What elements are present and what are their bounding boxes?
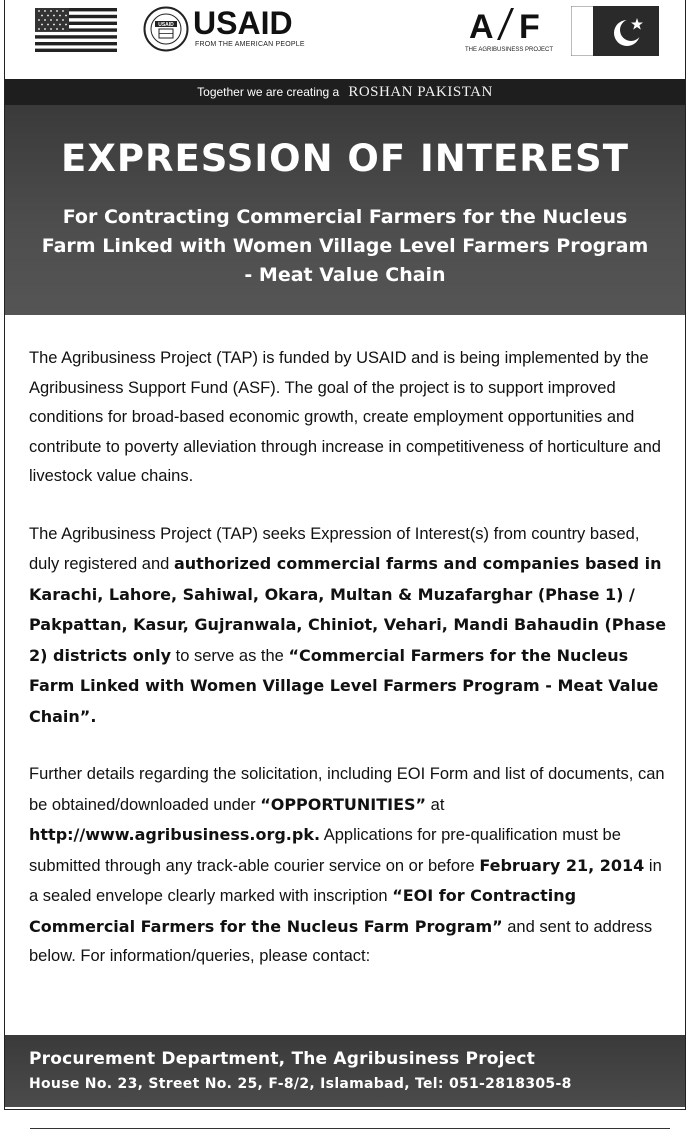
logo-bar [5, 0, 685, 80]
contact-department: Procurement Department, The Agribusiness Project [29, 1049, 536, 1069]
website-link[interactable]: http://www.agribusiness.org.pk. [29, 825, 321, 844]
advertisement-frame [4, 0, 686, 1110]
eligibility-text-a: The Agribusiness Project (TAP) seeks Expression of Interest(s) from country based, duly registered and [29, 524, 640, 573]
usaid-seal-icon [143, 6, 189, 52]
envelope-inscription: “EOI for Contracting Commercial Farmers for the Nucleus Farm Program” [29, 886, 577, 936]
roshan-pakistan-wordmark: ROSHAN PAKISTAN [348, 84, 493, 100]
page-title: EXPRESSION OF INTEREST [61, 137, 629, 180]
deadline-date: February 21, 2014 [479, 855, 645, 875]
contact-footer [5, 1035, 685, 1107]
paragraph-submission [29, 760, 669, 972]
submission-text-c: at [426, 795, 445, 814]
svg-text:A: A [469, 8, 494, 44]
us-flag-icon [35, 8, 117, 52]
contact-address: House No. 23, Street No. 25, F-8/2, Islamabad, Tel: 051-2818305-8 [29, 1076, 572, 1092]
bottom-divider [30, 1128, 670, 1129]
usaid-wordmark: USAID [193, 5, 293, 41]
notice-body [29, 344, 669, 1000]
svg-text:F: F [519, 8, 540, 44]
submission-text-d: Applications for pre-qualification must be submitted through any track-able courier service on or before [29, 826, 621, 875]
eligible-districts: authorized commercial farms and companies based in Karachi, Lahore, Sahiwal, Okara, Multan & Muzafarghar (Phase 1) / Pakpattan, Kasur, Gujranwala, Chiniot, Vehari, Mandi Bahaudin (Phase 2) districts only [29, 554, 667, 665]
pakistan-flag-icon [571, 6, 659, 56]
opportunities-label: “OPPORTUNITIES” [260, 794, 427, 814]
eligibility-text-c: to serve as the [171, 646, 289, 665]
submission-text-e: in a sealed envelope clearly marked with inscription [29, 856, 662, 905]
submission-text-a: Further details regarding the solicitation, including EOI Form and list of documents, can be obtained/downloaded under [29, 765, 665, 814]
program-name: “Commercial Farmers for the Nucleus Farm Linked with Women Village Level Farmers Program - Meat Value Chain”. [29, 645, 659, 726]
page-subtitle: For Contracting Commercial Farmers for the Nucleus Farm Linked with Women Village Level Farmers Program - Meat Value Chain [41, 206, 649, 286]
tagline-text: Together we are creating a [197, 85, 340, 99]
asf-tagline: THE AGRIBUSINESS PROJECT [465, 47, 554, 53]
paragraph-intro: The Agribusiness Project (TAP) is funded by USAID and is being implemented by the Agribusiness Support Fund (ASF). The goal of the project is to support improved conditions for broad-based economic growth, create employment opportunities and contribute to poverty alleviation through increase in competitiveness of horticulture and livestock value chains. [29, 349, 661, 485]
paragraph-eligibility [29, 520, 669, 733]
headline-banner [5, 105, 685, 315]
submission-text-g: and sent to address below. For information/queries, please contact: [29, 917, 653, 965]
usaid-tagline: FROM THE AMERICAN PEOPLE [195, 41, 305, 48]
usaid-seal-label: USAID [158, 21, 174, 28]
tagline-bar [5, 79, 685, 105]
asf-logo-icon [467, 4, 559, 44]
